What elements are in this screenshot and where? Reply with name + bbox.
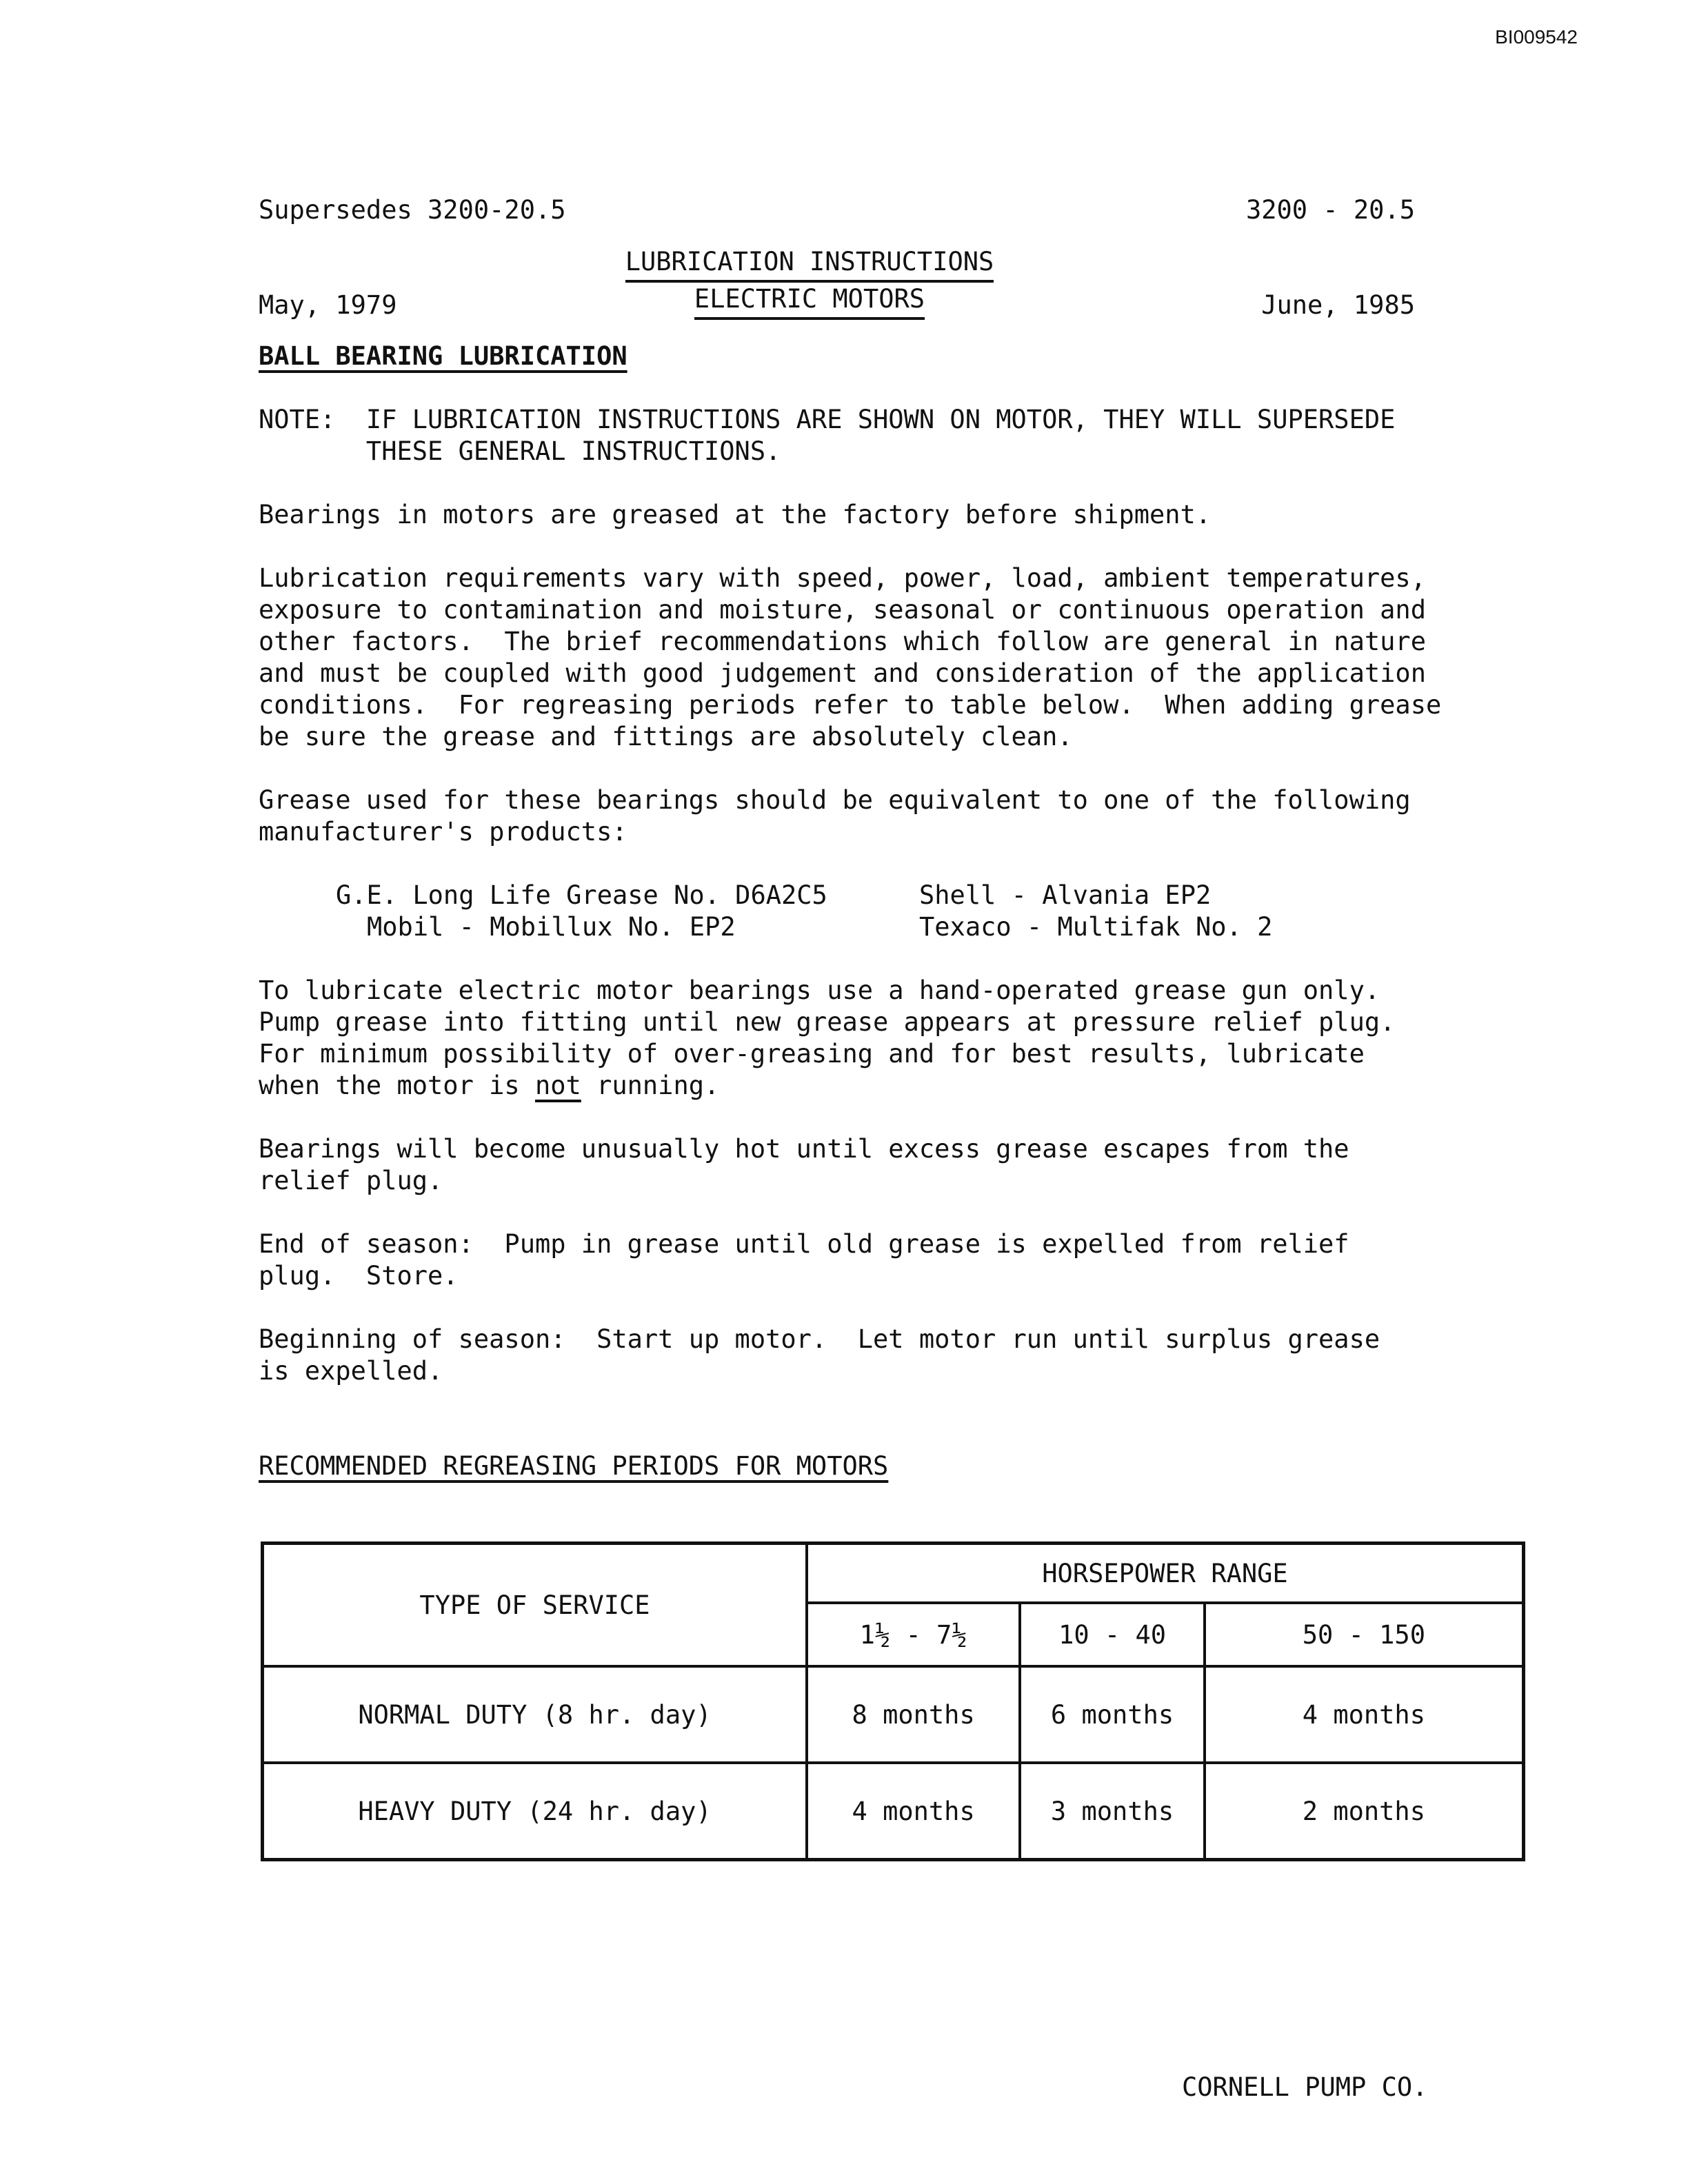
title-line-1: LUBRICATION INSTRUCTIONS [625, 245, 994, 283]
product-mobil: Mobil - Mobillux No. EP2 [367, 912, 736, 942]
header-type-of-service: TYPE OF SERVICE [263, 1544, 807, 1667]
paragraph-end-season-1: End of season: Pump in grease until old grease is expelled from relief [259, 1229, 1349, 1259]
document-number: 3200 - 20.5 [1245, 195, 1415, 225]
cell: 4 months [807, 1763, 1020, 1860]
cell: 8 months [807, 1666, 1020, 1763]
note-line-2: THESE GENERAL INSTRUCTIONS. [259, 436, 781, 466]
paragraph-requirements-1: Lubrication requirements vary with speed, power, load, ambient temperatures, [259, 563, 1426, 593]
paragraph-grease-1: Grease used for these bearings should be equivalent to one of the following [259, 785, 1411, 815]
paragraph-greased: Bearings in motors are greased at the factory before shipment. [259, 500, 1212, 529]
note-line-1: NOTE: IF LUBRICATION INSTRUCTIONS ARE SHOWN ON MOTOR, THEY WILL SUPERSEDE [259, 405, 1396, 434]
regreasing-heading: RECOMMENDED REGREASING PERIODS FOR MOTORS [259, 1451, 889, 1481]
document-date: June, 1985 [1261, 290, 1415, 320]
paragraph-grease-2: manufacturer's products: [259, 817, 627, 847]
range-3: 50 - 150 [1205, 1603, 1524, 1666]
regreasing-table [261, 1541, 1525, 1861]
company-name: CORNELL PUMP CO. [1182, 2072, 1428, 2102]
table-row [263, 1763, 1524, 1860]
product-ge: G.E. Long Life Grease No. D6A2C5 [336, 880, 827, 910]
paragraph-requirements-3: other factors. The brief recommendations which follow are general in nature [259, 627, 1426, 656]
product-texaco: Texaco - Multifak No. 2 [919, 912, 1273, 942]
paragraph-requirements-5: conditions. For regreasing periods refer to table below. When adding grease [259, 690, 1442, 720]
document-id: BI009542 [1495, 26, 1578, 48]
emphasis-not: not [534, 1071, 581, 1100]
paragraph-hot-1: Bearings will become unusually hot until excess grease escapes from the [259, 1134, 1349, 1164]
ball-bearing-heading: BALL BEARING LUBRICATION [259, 341, 627, 371]
paragraph-end-season-2: plug. Store. [259, 1261, 459, 1291]
title-line-2: ELECTRIC MOTORS [694, 283, 925, 320]
cell: 3 months [1020, 1763, 1204, 1860]
paragraph-requirements-2: exposure to contamination and moisture, seasonal or continuous operation and [259, 595, 1426, 625]
service-normal: NORMAL DUTY (8 hr. day) [263, 1666, 807, 1763]
paragraph-lubricate-3: For minimum possibility of over-greasing and for best results, lubricate [259, 1039, 1365, 1069]
range-2: 10 - 40 [1020, 1603, 1204, 1666]
paragraph-lubricate-1: To lubricate electric motor bearings use a hand-operated grease gun only. [259, 975, 1380, 1005]
supersedes-label: Supersedes 3200-20.5 [259, 195, 566, 225]
paragraph-begin-season-1: Beginning of season: Start up motor. Let motor run until surplus grease [259, 1324, 1380, 1354]
product-shell: Shell - Alvania EP2 [919, 880, 1212, 910]
cell: 4 months [1205, 1666, 1524, 1763]
supersedes-date: May, 1979 [259, 290, 397, 320]
paragraph-begin-season-2: is expelled. [259, 1356, 443, 1386]
paragraph-requirements-4: and must be coupled with good judgement and consideration of the application [259, 658, 1426, 688]
paragraph-lubricate-2: Pump grease into fitting until new grease appears at pressure relief plug. [259, 1007, 1396, 1037]
header-horsepower-range: HORSEPOWER RANGE [807, 1544, 1524, 1604]
paragraph-lubricate-4: when the motor is not running. [259, 1071, 720, 1100]
paragraph-hot-2: relief plug. [259, 1166, 443, 1195]
cell: 6 months [1020, 1666, 1204, 1763]
table-row [263, 1666, 1524, 1763]
cell: 2 months [1205, 1763, 1524, 1860]
paragraph-requirements-6: be sure the grease and fittings are absolutely clean. [259, 722, 1073, 751]
service-heavy: HEAVY DUTY (24 hr. day) [263, 1763, 807, 1860]
page-title [0, 245, 1654, 320]
range-1: 1½ - 7½ [807, 1603, 1020, 1666]
